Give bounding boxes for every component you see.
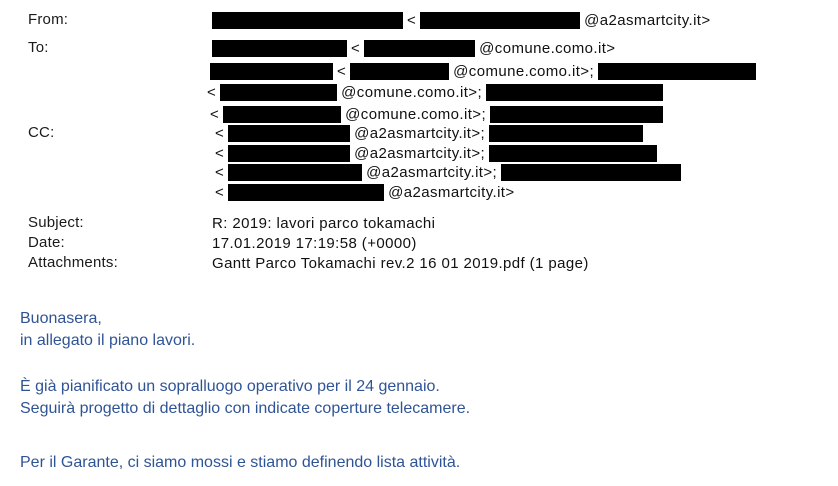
redaction-bar [212, 40, 347, 57]
body-line: Buonasera, [20, 310, 102, 327]
to-row-content [212, 38, 615, 58]
redaction-bar [210, 63, 333, 80]
body-line: Per il Garante, ci siamo mossi e stiamo definendo lista attività. [20, 454, 461, 471]
cc-row-4-text-0: < [215, 124, 225, 142]
redaction-bar [489, 145, 657, 162]
body-paragraph-3 [20, 452, 460, 474]
cc-row-6-content [215, 162, 681, 182]
cc-row-7-content [215, 182, 515, 202]
body-line: Seguirà progetto di dettaglio con indicate coperture telecamere. [20, 400, 471, 417]
from-row [0, 10, 838, 30]
cc-row-4 [0, 123, 838, 143]
cc-row-1-text-1: < [337, 62, 347, 80]
redaction-bar [486, 84, 663, 101]
cc-row-2-text-2: @comune.como.it>; [341, 83, 483, 101]
cc-row-4-text-2: @a2asmartcity.it>; [354, 124, 486, 142]
subject-row-content [212, 213, 435, 233]
cc-row-3-text-0: < [210, 105, 220, 123]
subject-row-label: Subject: [28, 214, 84, 231]
redaction-bar [350, 63, 449, 80]
redaction-bar [501, 164, 681, 181]
attachments-row-label: Attachments: [28, 254, 118, 271]
cc-row-7 [0, 182, 838, 202]
cc-row-3-text-2: @comune.como.it>; [345, 105, 487, 123]
cc-row-6-text-2: @a2asmartcity.it>; [366, 163, 498, 181]
cc-row-7-text-0: < [215, 183, 225, 201]
cc-row-6 [0, 162, 838, 182]
body-line: in allegato il piano lavori. [20, 332, 196, 349]
cc-row-4-label: CC: [28, 124, 55, 141]
cc-row-2-content [207, 82, 663, 102]
redaction-bar [364, 40, 475, 57]
cc-row-1-content [210, 61, 756, 81]
redaction-bar [220, 84, 337, 101]
cc-row-1-text-3: @comune.como.it>; [453, 62, 595, 80]
cc-row-2-text-0: < [207, 83, 217, 101]
attachments-row [0, 253, 838, 273]
to-row [0, 38, 838, 58]
redaction-bar [223, 106, 341, 123]
subject-row-text-0: R: 2019: lavori parco tokamachi [212, 214, 436, 232]
cc-row-5-text-2: @a2asmartcity.it>; [354, 144, 486, 162]
redaction-bar [420, 12, 580, 29]
cc-row-3 [0, 104, 838, 124]
from-row-text-1: < [407, 11, 417, 29]
cc-row-3-content [210, 104, 663, 124]
cc-row-1 [0, 61, 838, 81]
cc-row-7-text-2: @a2asmartcity.it> [388, 183, 515, 201]
body-paragraph-1 [20, 308, 195, 352]
subject-row [0, 213, 838, 233]
redaction-bar [489, 125, 643, 142]
from-row-content [212, 10, 711, 30]
to-row-text-3: @comune.como.it> [479, 39, 616, 57]
cc-row-5-content [215, 143, 657, 163]
redaction-bar [228, 164, 362, 181]
date-row-content [212, 233, 417, 253]
to-row-label: To: [28, 39, 49, 56]
cc-row-5-text-0: < [215, 144, 225, 162]
attachments-row-content [212, 253, 589, 273]
from-row-text-3: @a2asmartcity.it> [584, 11, 711, 29]
cc-row-6-text-0: < [215, 163, 225, 181]
to-row-text-1: < [351, 39, 361, 57]
from-row-label: From: [28, 11, 69, 28]
date-row-text-0: 17.01.2019 17:19:58 (+0000) [212, 234, 417, 252]
redaction-bar [598, 63, 756, 80]
cc-row-4-content [215, 123, 643, 143]
attachments-row-text-0: Gantt Parco Tokamachi rev.2 16 01 2019.pdf (1 page) [212, 254, 589, 272]
redaction-bar [228, 125, 350, 142]
date-row-label: Date: [28, 234, 65, 251]
cc-row-5 [0, 143, 838, 163]
date-row [0, 233, 838, 253]
redaction-bar [490, 106, 663, 123]
redaction-bar [228, 145, 350, 162]
body-paragraph-2 [20, 376, 470, 420]
redaction-bar [212, 12, 403, 29]
body-line: È già pianificato un sopralluogo operativo per il 24 gennaio. [20, 378, 440, 395]
cc-row-2 [0, 82, 838, 102]
redaction-bar [228, 184, 384, 201]
